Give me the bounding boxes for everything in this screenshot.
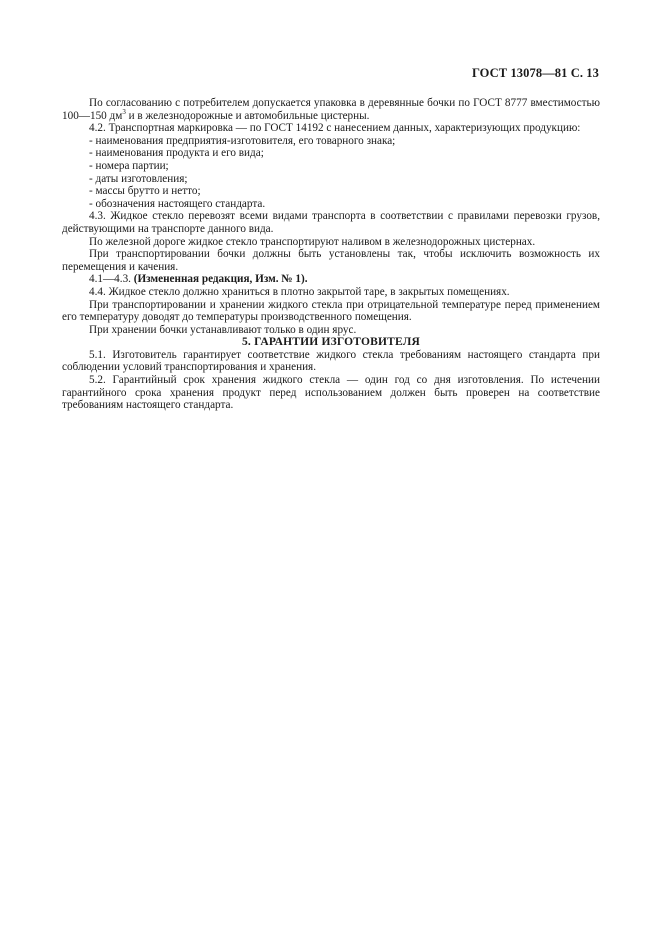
list-item: - наименования продукта и его вида; bbox=[89, 147, 264, 160]
paragraph-4-3: 4.3. Жидкое стекло перевозят всеми видами транспорта в соответствии с правилами перевозки грузов, действующими на транспорте данного вида. bbox=[62, 210, 600, 235]
paragraph-negative-temp: При транспортировании и хранении жидкого стекла при отрицательной температуре перед применением его температуру доводят до температуры производственного помещения. bbox=[62, 298, 600, 324]
paragraph-packaging bbox=[62, 97, 600, 122]
paragraph-5-1: 5.1. Изготовитель гарантирует соответствие жидкого стекла требованиям настоящего стандарта при соблюдении условий транспортирования и хранения. bbox=[62, 348, 600, 374]
paragraph-4-2: 4.2. Транспортная маркировка — по ГОСТ 14192 с нанесением данных, характеризующих продукцию: bbox=[89, 122, 581, 135]
text-run: 4.1—4.3. bbox=[89, 273, 134, 286]
paragraph-5-2: 5.2. Гарантийный срок хранения жидкого стекла — один год со дня изготовления. По истечении гарантийного срока хранения продукт перед использованием должен быть проверен на соответствие требованиям настоящего стандарта. bbox=[62, 374, 600, 412]
paragraph-amendment bbox=[62, 273, 600, 286]
list-item: - массы брутто и нетто; bbox=[89, 185, 201, 198]
amendment-note: (Измененная редакция, Изм. № 1). bbox=[133, 273, 308, 286]
page-header: ГОСТ 13078—81 С. 13 bbox=[471, 66, 599, 80]
text-run: По согласованию с потребителем допускается упаковка в деревянные бочки по ГОСТ 8777 вместимостью 100—150 дм bbox=[62, 97, 600, 122]
list-item: - даты изготовления; bbox=[89, 172, 188, 185]
superscript: 3 bbox=[122, 107, 126, 116]
paragraph-4-4: 4.4. Жидкое стекло должно храниться в плотно закрытой таре, в закрытых помещениях. bbox=[89, 285, 510, 298]
document-body bbox=[62, 97, 600, 412]
list-item: - номера партии; bbox=[89, 159, 169, 172]
list-item: - наименования предприятия-изготовителя, его товарного знака; bbox=[89, 134, 396, 147]
list-item: - обозначения настоящего стандарта. bbox=[89, 197, 266, 210]
section-title: 5. ГАРАНТИИ ИЗГОТОВИТЕЛЯ bbox=[241, 336, 421, 349]
text-run: и в железнодорожные и автомобильные цистерны. bbox=[125, 109, 370, 122]
paragraph-rail: По железной дороге жидкое стекло транспортируют наливом в железнодорожных цистернах. bbox=[89, 235, 536, 248]
paragraph-barrels: При транспортировании бочки должны быть установлены так, чтобы исключить возможность их перемещения и качения. bbox=[62, 248, 600, 273]
paragraph-storage-tier: При хранении бочки устанавливают только в один ярус. bbox=[89, 323, 357, 336]
